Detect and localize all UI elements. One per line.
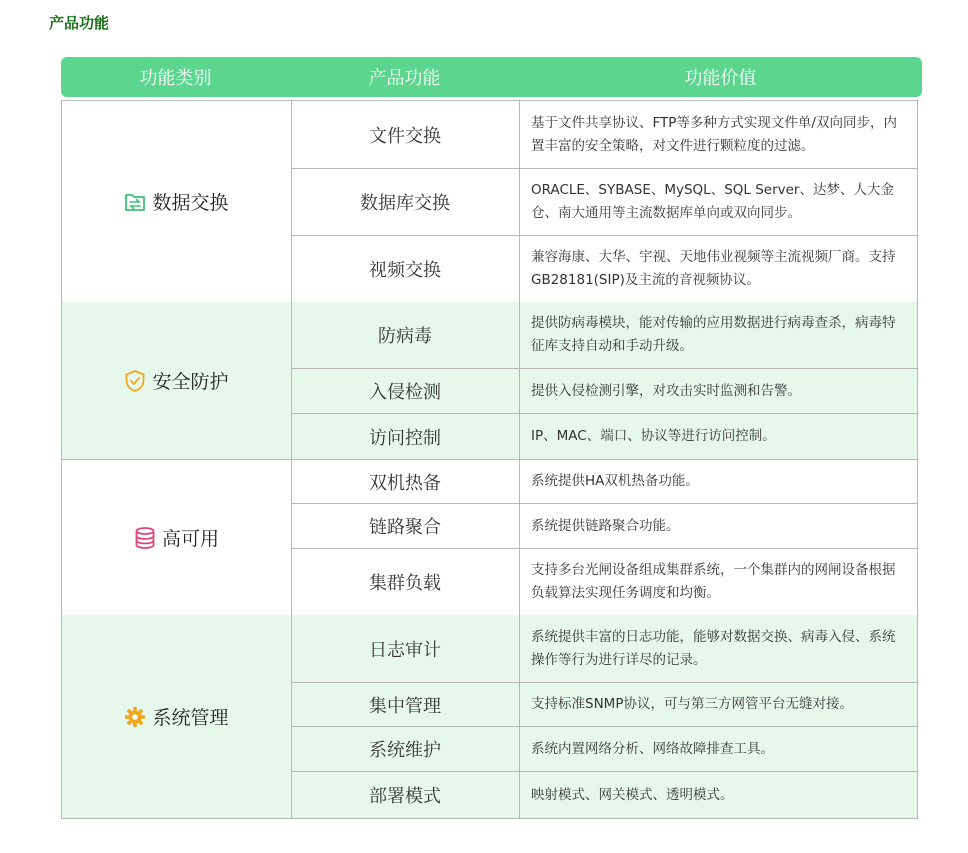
function-name: 数据库交换 [291, 169, 520, 235]
table-row [291, 414, 917, 459]
function-name: 链路聚合 [291, 504, 520, 548]
table-row [291, 504, 917, 549]
category-cell [62, 302, 292, 459]
function-name: 入侵检测 [291, 369, 520, 413]
function-desc: 系统提供链路聚合功能。 [531, 517, 680, 534]
function-desc: 系统提供HA双机热备功能。 [531, 473, 699, 489]
function-name: 日志审计 [291, 615, 520, 682]
function-desc: 映射模式、网关模式、透明模式。 [531, 786, 734, 803]
gear-icon [124, 706, 146, 728]
group-data-exchange [62, 101, 917, 302]
group-system-management [62, 615, 917, 818]
group-security [62, 302, 917, 459]
function-desc: 基于文件共享协议、FTP等多种方式实现文件单/双向同步，内置丰富的安全策略，对文件进行颗粒度的过滤。 [531, 114, 897, 154]
function-name: 视频交换 [291, 236, 520, 302]
function-desc: 支持多台光闸设备组成集群系统，一个集群内的网闸设备根据负载算法实现任务调度和均衡。 [531, 562, 896, 601]
category-label: 高可用 [161, 528, 219, 550]
table-row [291, 683, 917, 727]
function-desc: 兼容海康、大华、宇视、天地伟业视频等主流视频厂商。支持GB28181(SIP)及主流的音视频协议。 [531, 249, 896, 288]
function-desc: 提供入侵检测引擎，对攻击实时监测和告警。 [531, 382, 801, 399]
table-row [291, 369, 917, 414]
category-label: 数据交换 [152, 192, 229, 214]
table-row [291, 615, 917, 683]
table-row [291, 460, 917, 504]
category-label: 系统管理 [152, 707, 229, 729]
category-cell [62, 460, 292, 615]
function-name: 集中管理 [291, 683, 520, 726]
table-row [291, 549, 917, 615]
function-desc: 系统提供丰富的日志功能，能够对数据交换、病毒入侵、系统操作等行为进行详尽的记录。 [531, 628, 896, 668]
database-icon [134, 526, 156, 550]
function-name: 防病毒 [291, 302, 520, 368]
function-desc: 提供防病毒模块，能对传输的应用数据进行病毒查杀，病毒特征库支持自动和手动升级。 [531, 315, 896, 354]
table-row [291, 727, 917, 772]
function-desc: 支持标准SNMP协议，可与第三方网管平台无缝对接。 [531, 696, 853, 712]
section-title: 产品功能 [49, 14, 110, 32]
function-desc: ORACLE、SYBASE、MySQL、SQL Server、达梦、人大金仓、南大通用等主流数据库单向或双向同步。 [531, 182, 894, 221]
category-cell [62, 101, 292, 302]
shield-check-icon [124, 369, 146, 393]
table-row [291, 101, 917, 169]
function-name: 文件交换 [291, 101, 520, 168]
category-cell [62, 615, 292, 818]
table-row [291, 772, 917, 818]
table-row [291, 302, 917, 369]
category-label: 安全防护 [152, 371, 229, 393]
function-desc: 系统内置网络分析、网络故障排查工具。 [531, 740, 774, 757]
function-name: 系统维护 [291, 727, 520, 771]
header-category: 功能类别 [139, 68, 212, 89]
function-name: 部署模式 [291, 772, 520, 818]
group-high-availability [62, 459, 917, 615]
function-name: 访问控制 [291, 414, 520, 459]
table-row [291, 169, 917, 236]
feature-table [61, 100, 918, 819]
header-function: 产品功能 [368, 68, 441, 89]
function-name: 集群负载 [291, 549, 520, 615]
file-exchange-icon [124, 192, 146, 212]
function-desc: IP、MAC、端口、协议等进行访问控制。 [531, 428, 776, 444]
table-header [61, 57, 922, 97]
function-name: 双机热备 [291, 460, 520, 503]
header-value: 功能价值 [684, 68, 757, 89]
table-row [291, 236, 917, 302]
